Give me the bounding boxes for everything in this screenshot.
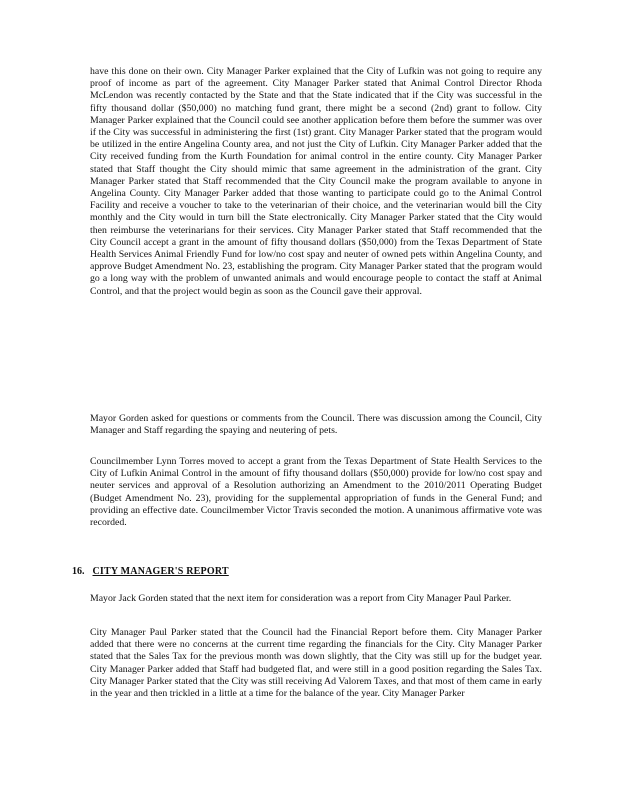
paragraph-council-discussion: Mayor Gorden asked for questions or comments from the Council. There was discussion among the Council, City Manager and Staff regarding the spaying and neutering of pets. xyxy=(90,413,542,437)
section-heading xyxy=(72,566,229,577)
paragraph-motion: Councilmember Lynn Torres moved to accept a grant from the Texas Department of State Health Services to the City of Lufkin Animal Control in the amount of fifty thousand dollars ($50,000) provide for low/no cost spay and neuter services and approval of a Resolution authorizing an Amendment to the 2010/2011 Operating Budget (Budget Amendment No. 23), providing for the supplemental appropriation of funds in the General Fund; and providing an effective date. Councilmember Victor Travis seconded the motion. A unanimous affirmative vote was recorded. xyxy=(90,456,542,529)
paragraph-report-intro: Mayor Jack Gorden stated that the next item for consideration was a report from City Manager Paul Parker. xyxy=(90,593,512,604)
section-title: CITY MANAGER'S REPORT xyxy=(92,566,229,577)
section-number: 16. xyxy=(72,566,85,577)
paragraph-financial-report: City Manager Paul Parker stated that the Council had the Financial Report before them. City Manager Parker added that there were no concerns at the current time regarding the financials for the City. City Manager Parker stated that the Sales Tax for the previous month was down slightly, that the City was still up for the budget year. City Manager Parker added that Staff had budgeted flat, and were still in a good position regarding the Sales Tax. City Manager Parker stated that the City was still receiving Ad Valorem Taxes, and that most of them came in early in the year and then trickled in a little at a time for the balance of the year. City Manager Parker xyxy=(90,627,542,700)
paragraph-grant-explanation: have this done on their own. City Manager Parker explained that the City of Lufkin was not going to require any proof of income as part of the agreement. City Manager Parker stated that Animal Control Director Rhoda McLendon was recently contacted by the State and that the State indicated that if the City was successful in the fifty thousand dollar ($50,000) no matching fund grant, there might be a second (2nd) grant to follow. City Manager Parker explained that the Council could see another application before them before the summer was over if the City was successful in administering the first (1st) grant. City Manager Parker stated that the program would be utilized in the entire Angelina County area, and not just the City of Lufkin. City Manager Parker added that the City received funding from the Kurth Foundation for animal control in the entire county. City Manager Parker stated that Staff thought the City should mimic that same agreement in the administration of the grant. City Manager Parker stated that Staff recommended that the City Council make the program available to anyone in Angelina County. City Manager Parker added that those wanting to participate could go to the Animal Control Facility and receive a voucher to take to the veterinarian of their choice, and the veterinarian would bill the City monthly and the City would in turn bill the State electronically. City Manager Parker stated that the City would then reimburse the veterinarians for their services. City Manager Parker stated that Staff recommended that the City Council accept a grant in the amount of fifty thousand dollars ($50,000) from the Texas Department of State Health Services Animal Friendly Fund for low/no cost spay and neuter of owned pets within Angelina County, and approve Budget Amendment No. 23, establishing the program. City Manager Parker stated that the program would go a long way with the problem of unwanted animals and would encourage people to contact the staff at Animal Control, and that the project would begin as soon as the Council gave their approval. xyxy=(90,66,542,297)
